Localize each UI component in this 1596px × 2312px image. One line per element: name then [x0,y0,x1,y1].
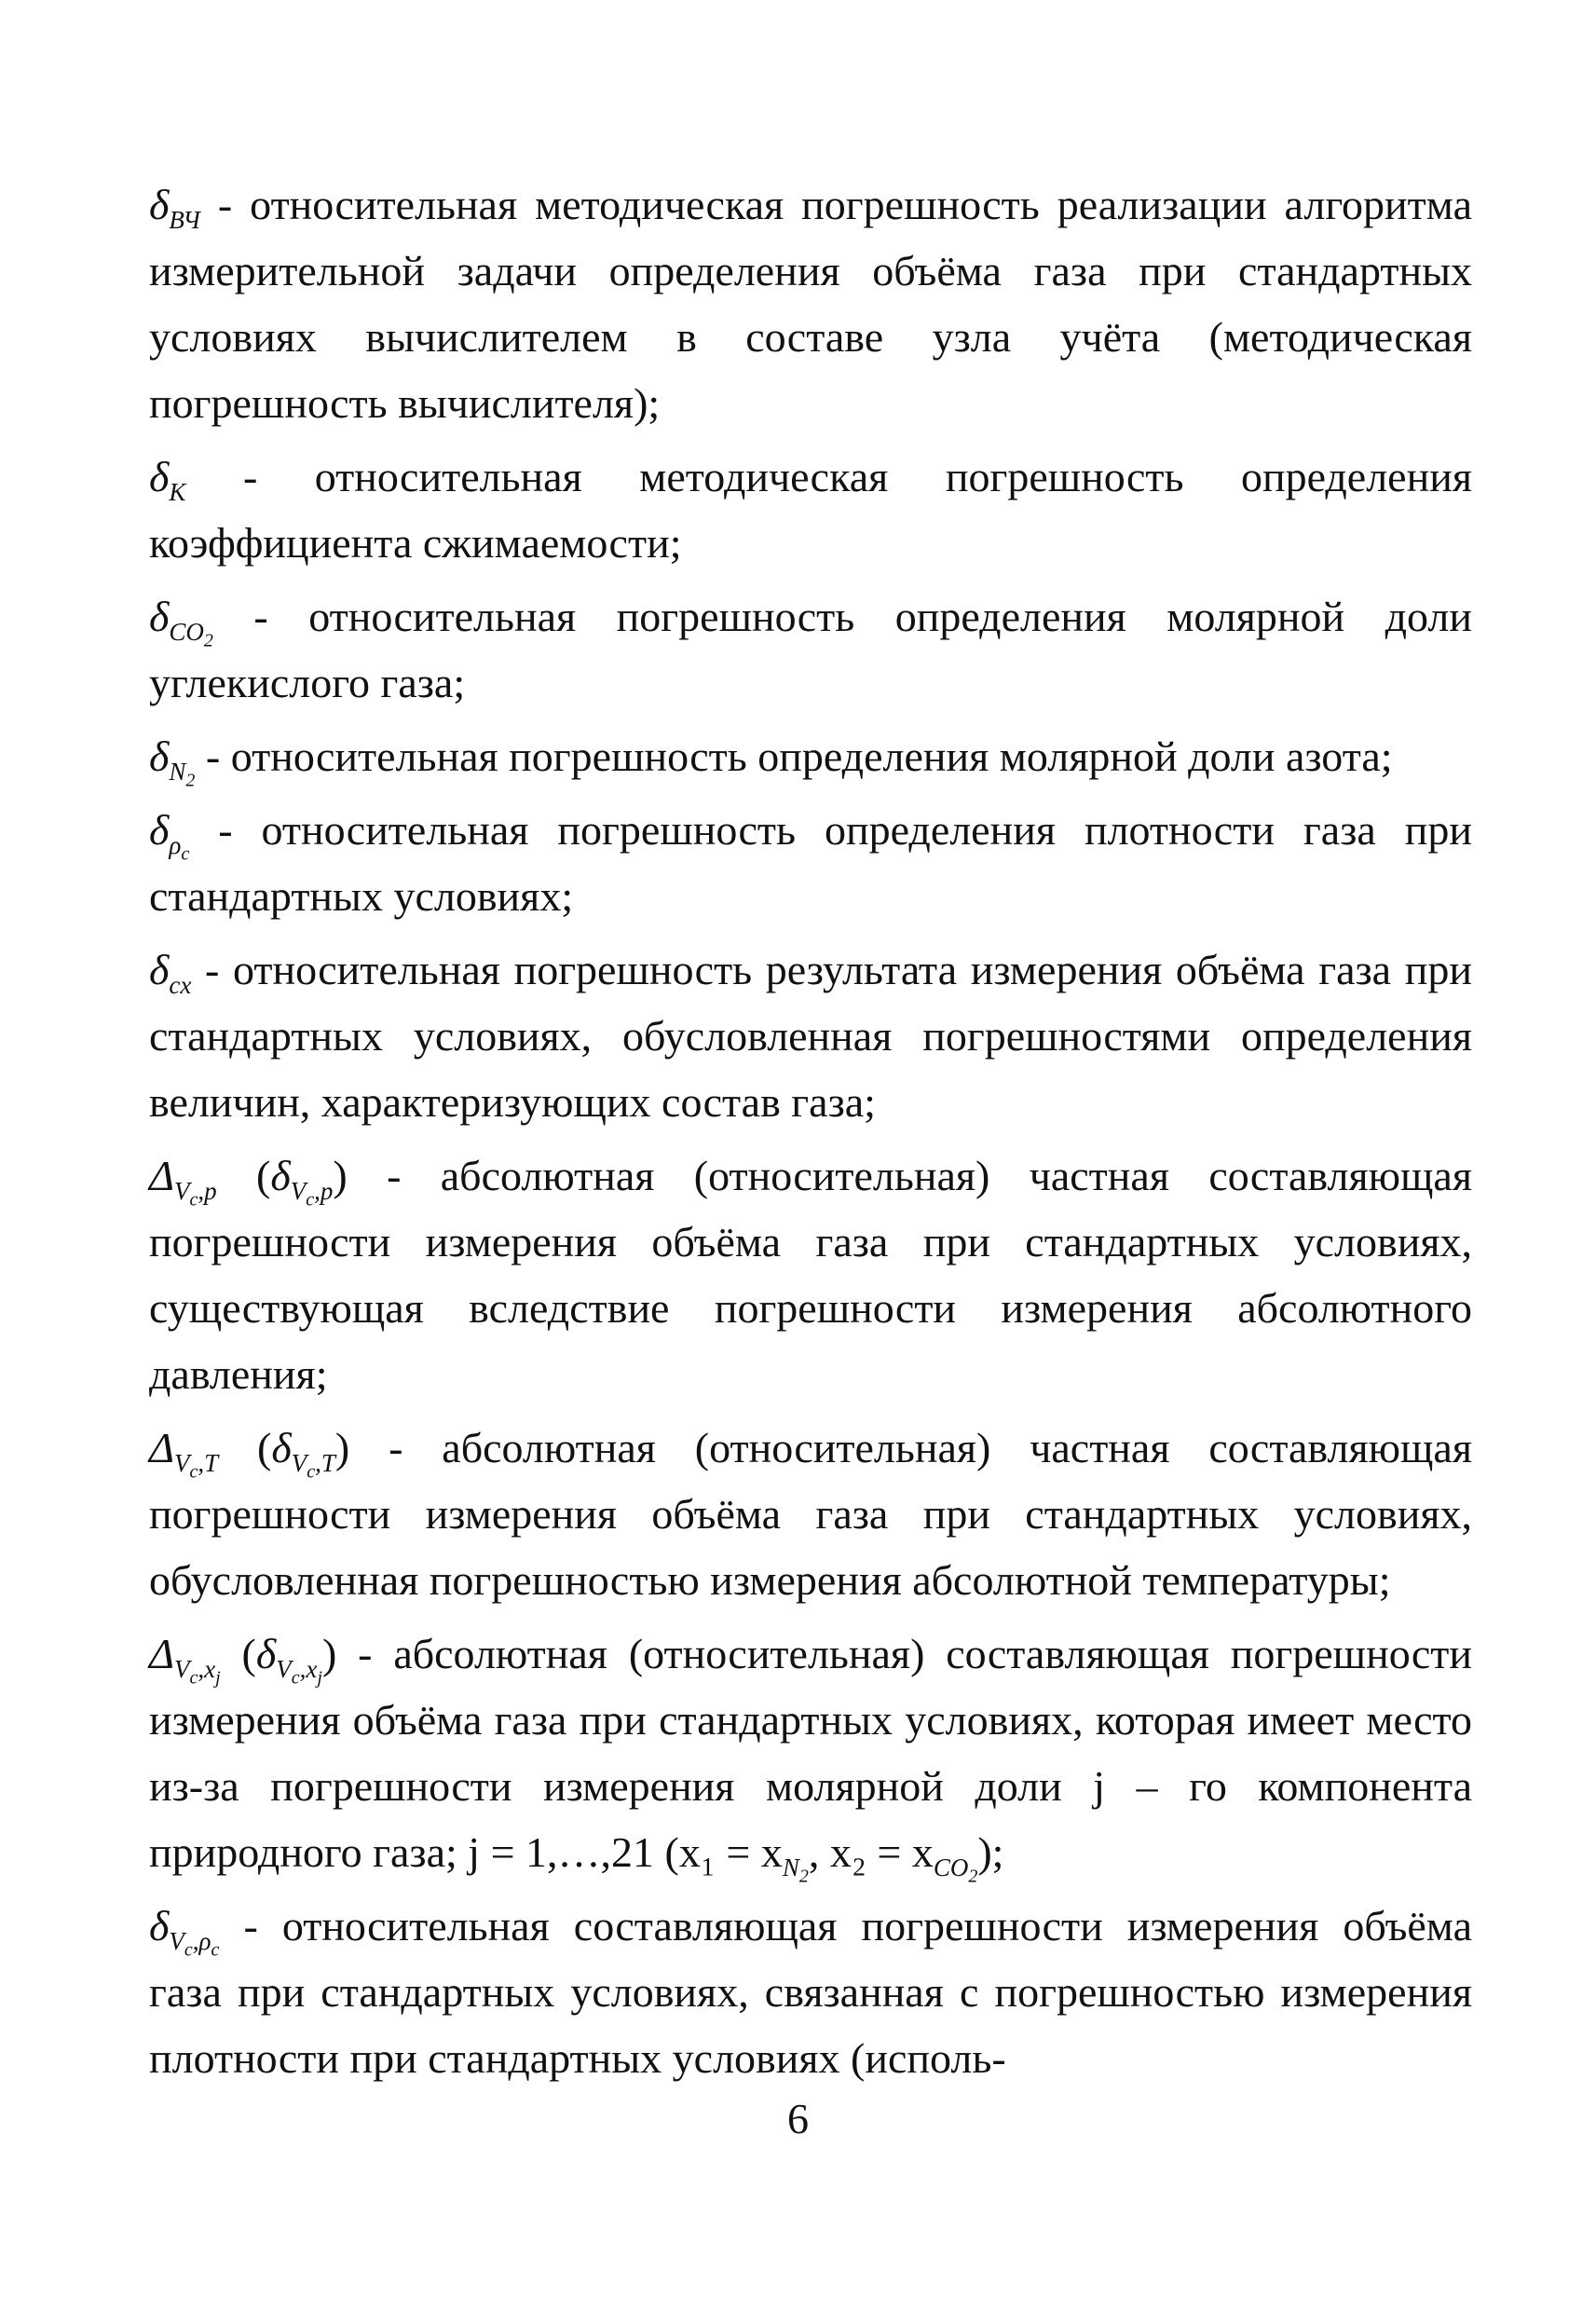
symbol: $\delta_{V_c,\rho_c}$ [149,1902,220,1961]
symbol: $\delta_{CO_2}$ [149,593,213,651]
definition-text: - абсолютная (относительная) составляющая погрешности измерения объёма газа при стандартных условиях, которая имеет место из-за погрешности измерения молярной доли j – го компонента природного газа; j = 1,…,21 (x₁ = x [149,1630,1472,1876]
definition-text: - абсолютная (относительная) частная составляющая погрешности измерения объёма газа при стандартных условиях, существующая вследствие погрешности измерения абсолютного давления; [149,1152,1472,1398]
definition-delta-rho-c [149,797,1472,929]
symbol: $\delta_{N_2}$ [149,732,196,791]
definition-text: - абсолютная (относительная) частная составляющая погрешности измерения объёма газа при стандартных условиях, обусловленная погрешностью измерения абсолютной температуры; [149,1424,1472,1604]
definition-text: - относительная погрешность результата измерения объёма газа при стандартных условиях, обусловленная погрешностями определения величин, характеризующих состав газа; [149,946,1472,1126]
symbol: $\Delta_{V_c,x_j}$ [149,1630,221,1689]
formula-co2-sub: CO2 [933,1854,978,1887]
definition-delta-vc-xj: $\Delta_{V_c,x_j}$ $(\delta_{V_c,x_j})$ - абсолютная (относительная) составляющая погрешности измерения объёма газа при стандартных условиях, которая имеет место из-за погрешности измерения молярной доли j – го компонента природного газа; j = 1,…,21 ($x_1 = x_{N_2}$, $x_2 = x_{CO_2}$); [149,1630,1472,1887]
formula-mid: , x₂ = x [808,1828,934,1876]
page-number: 6 [787,2095,809,2142]
definition-text: - относительная погрешность определения молярной доли азота; [195,732,1393,780]
definition-delta-k [149,444,1472,576]
symbol-relative: $\delta_{V_c,T}$ [271,1424,335,1483]
definition-delta-co2 [149,583,1472,716]
definition-text: - относительная погрешность определения плотности газа при стандартных условиях; [149,806,1472,920]
definition-text: - относительная методическая погрешность реализации алгоритма измерительной задачи определения объёма газа при стандартных условиях вычислителем в составе узла учёта (методическая погрешность вычислителя); [149,181,1472,427]
definition-delta-vc-t: $\Delta_{V_c,T}$ $(\delta_{V_c,T})$ - абсолютная (относительная) частная составляющая погрешности измерения объёма газа при стандартных условиях, обусловленная погрешностью измерения абсолютной температуры; [149,1424,1472,1604]
definition-text: - относительная погрешность определения молярной доли углекислого газа; [149,593,1472,706]
symbol: $\delta_{\rho_c}$ [149,806,190,865]
definition-delta-n2 [149,723,1472,789]
definition-delta-vc-rho-c [149,1893,1472,2091]
definition-text: - относительная методическая погрешность определения коэффициента сжимаемости; [149,453,1472,567]
symbol: $\delta_{ВЧ}$ [149,181,200,235]
formula-end: ); [977,1828,1004,1876]
definition-text: - относительная составляющая погрешности измерения объёма газа при стандартных условиях, связанная с погрешностью измерения плотности при стандартных условиях (исполь- [149,1902,1472,2082]
definition-delta-vch [149,171,1472,436]
symbol: $\delta_{cx}$ [149,946,192,1000]
body-text [149,171,1472,2099]
symbol-relative: $\delta_{V_c,p}$ [270,1152,334,1211]
definition-delta-vc-p: $\Delta_{V_c,p}$ $(\delta_{V_c,p})$ - абсолютная (относительная) частная составляющая погрешности измерения объёма газа при стандартных условиях, существующая вследствие погрешности измерения абсолютного давления; [149,1152,1472,1398]
definition-delta-cx [149,937,1472,1135]
symbol: $\delta_K$ [149,453,186,507]
formula-n2-sub: N2 [782,1854,809,1887]
symbol-relative: $\delta_{V_c,x_j}$ [255,1630,322,1689]
symbol: $\Delta_{V_c,p}$ [149,1152,217,1211]
symbol: $\Delta_{V_c,T}$ [149,1424,219,1483]
